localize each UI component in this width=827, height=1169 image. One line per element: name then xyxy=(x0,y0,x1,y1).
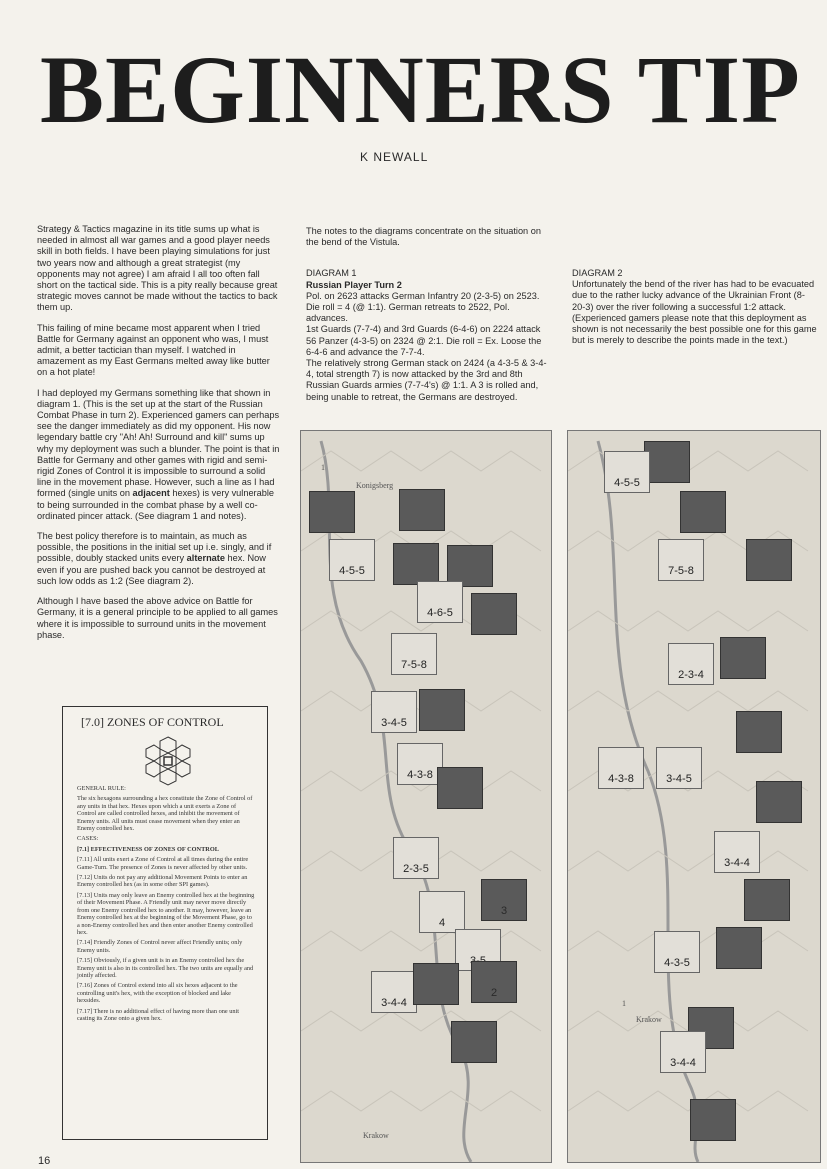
unit-counter: 3-4-5 xyxy=(371,691,417,733)
combat-counter: 3 xyxy=(481,879,527,921)
paragraph-5: Although I have based the above advice on Battle for Germany, it is a general principle to be applied to all games where it is impossible to surround units in the movement phase. xyxy=(37,596,278,640)
german-unit xyxy=(756,781,802,823)
box-title: [7.0] ZONES OF CONTROL xyxy=(81,715,224,729)
unit-counter: 3-4-4 xyxy=(714,831,760,873)
german-unit xyxy=(399,489,445,531)
german-unit xyxy=(309,491,355,533)
unit-counter: 7-5-8 xyxy=(658,539,704,581)
paragraph-2: This failing of mine became most apparent when I tried Battle for Germany against an opponent who was, I must admit, a better tactician than myself. I watched in amazement as my East Germans melted away like butter on a hot plate! xyxy=(37,322,270,378)
german-unit xyxy=(746,539,792,581)
byline: K NEWALL xyxy=(360,150,429,164)
unit-counter: 4-3-5 xyxy=(654,931,700,973)
unit-counter: 3-4-5 xyxy=(656,747,702,789)
german-unit xyxy=(716,927,762,969)
unit-counter: 3-4-4 xyxy=(660,1031,706,1073)
paragraph-3: I had deployed my Germans something like that shown in diagram 1. (This is the set up at the start of the Russian Combat Phase in turn 2). Experienced gamers can perhaps see the danger immediately as did my opponent. His now legendary battle cry "Ah! Ah! Surround and kill" sums up why my deployment was such a blunder. The point is that in Battle for Germany and other games with rigid and semi-rigid Zones of Control it is impossible to surround a solid line in the movement phase. However, such a line as I had formed (single units on adjacent hexes) is very vulnerable to being surrounded in the combat phase by a well co-ordinated pincer attack. (See diagram 1 and notes). xyxy=(37,387,280,521)
diagram-1-map xyxy=(300,430,552,1163)
german-unit xyxy=(413,963,459,1005)
diagram-1-subheading: Russian Player Turn 2 xyxy=(306,279,402,290)
german-unit xyxy=(680,491,726,533)
diagram-2-map xyxy=(567,430,821,1163)
paragraph-1: Strategy & Tactics magazine in its title sums up what is needed in almost all war games and a good player needs skill in both fields. I have been playing simulations for just two years now and although a great strategist (my opponents may not agree) I am afraid I all too often fall short on the tactical side. This is a pity really because great strategic moves cannot be made without the tactics to back them up. xyxy=(37,224,278,313)
unit-counter: 4-6-5 xyxy=(417,581,463,623)
combat-counter: 2 xyxy=(471,961,517,1003)
map1-circle-label: 1 xyxy=(321,463,325,472)
unit-counter: 7-5-8 xyxy=(391,633,437,675)
german-unit xyxy=(690,1099,736,1141)
diagram-1-note-3: The relatively strong German stack on 2424 (a 4-3-5 & 3-4-4, total strength 7) is now attacked by the 3rd and 8th Russian Guards armies (7-7-4's) @ 1:1. A 3 is rolled and, being unable to retreat, the Germans are destroyed. xyxy=(306,358,547,402)
unit-counter: 2-3-4 xyxy=(668,643,714,685)
column-2 xyxy=(306,226,552,403)
unit-counter: 3-4-4 xyxy=(371,971,417,1013)
diagram-intro: The notes to the diagrams concentrate on the situation on the bend of the Vistula. xyxy=(306,226,541,248)
unit-counter: 4-3-8 xyxy=(598,747,644,789)
zones-of-control-box xyxy=(62,706,268,1140)
diagram-1-heading: DIAGRAM 1 xyxy=(306,268,357,279)
unit-counter: 2-3-5 xyxy=(393,837,439,879)
diagram-2-note-1: Unfortunately the bend of the river has had to be evacuated due to the rather lucky advance of the Ukrainian Front (8-20-3) over the river following a successful 1:2 attack. xyxy=(572,279,815,312)
german-unit xyxy=(471,593,517,635)
headline: BEGINNERS TIP xyxy=(40,40,801,140)
column-3 xyxy=(572,268,817,346)
combat-counter: 4 xyxy=(419,891,465,933)
diagram-2-note-2: (Experienced gamers please note that this deployment as shown is not necessarily the best possible one for this game but is merely to describe the points made in the text.) xyxy=(572,312,817,346)
map2-circle-label: 1 xyxy=(622,999,626,1008)
unit-counter: 4-5-5 xyxy=(604,451,650,493)
map1-city-krakow: Krakow xyxy=(363,1131,389,1140)
diagram-2-heading: DIAGRAM 2 xyxy=(572,268,623,278)
page-number: 16 xyxy=(38,1155,51,1167)
map2-city-krakow: Krakow xyxy=(636,1015,662,1024)
diagram-1-note-2: 1st Guards (7-7-4) and 3rd Guards (6-4-6) on 2224 attack 56 Panzer (4-3-5) on 2324 @ 2:1. Die roll = Ex. Loose the 6-4-6 and advance the 7-7-4. xyxy=(306,324,542,357)
german-unit xyxy=(744,879,790,921)
unit-counter: 4-3-8 xyxy=(397,743,443,785)
german-unit xyxy=(720,637,766,679)
rules-text: GENERAL RULE: The six hexagons surrounding a hex constitute the Zone of Control of any units in that hex. Hexes upon which a unit exerts a Zone of Control are called controlled hexes, and inhibit the movement of Enemy units. All units must cease movement when they enter an Enemy controlled hex. CASES: [7.1] EFFECTIVENESS OF ZONES OF CONTROL [7.11] All units exert a Zone of Control at all times during the entire Game-Turn. The presence of Zones is never affected by other units. [7.12] Units do not pay any additional Movement Points to enter an Enemy controlled hex (as in some other SPI games). [7.13] Units may only leave an Enemy controlled hex at the beginning of their Movement Phase. A Friendly unit may never move directly from one Enemy controlled hex to another. It may, however, leave an Enemy controlled hex at the beginning of the Movement Phase, go to a non-Enemy controlled hex and then enter another Enemy controlled hex. [7.14] Friendly Zones of Control never affect Friendly units; only Enemy units. [7.15] Obviously, if a given unit is in an Enemy controlled hex the Enemy unit is also in its controlled hex. The two units are equally and jointly affected. [7.16] Zones of Control extend into all six hexes adjacent to the controlling unit's hex, with the exception of blocked and lake hexsides. [7.17] There is no additional effect of having more than one unit casting its Zone onto a given hex. xyxy=(77,785,255,1022)
paragraph-4: The best policy therefore is to maintain, as much as possible, the positions in the initial set up i.e. singly, and if possible, doubly stacked units every alternate hex. Now even if you are pushed back you cannot be destroyed at such low odds as 1:2 (See diagram 2). xyxy=(37,531,272,586)
column-1 xyxy=(37,224,280,650)
diagram-1-note-1: Pol. on 2623 attacks German Infantry 20 (2-3-5) on 2523. Die roll = 4 (@ 1:1). German retreats to 2522, Pol. advances. xyxy=(306,290,540,324)
german-unit xyxy=(393,543,439,585)
german-unit xyxy=(644,441,690,483)
german-unit xyxy=(736,711,782,753)
unit-counter: 4-5-5 xyxy=(329,539,375,581)
german-unit xyxy=(419,689,465,731)
german-unit xyxy=(451,1021,497,1063)
german-unit xyxy=(437,767,483,809)
map1-city-konigsberg: Konigsberg xyxy=(356,481,394,490)
hex-cluster-icon xyxy=(138,731,198,791)
